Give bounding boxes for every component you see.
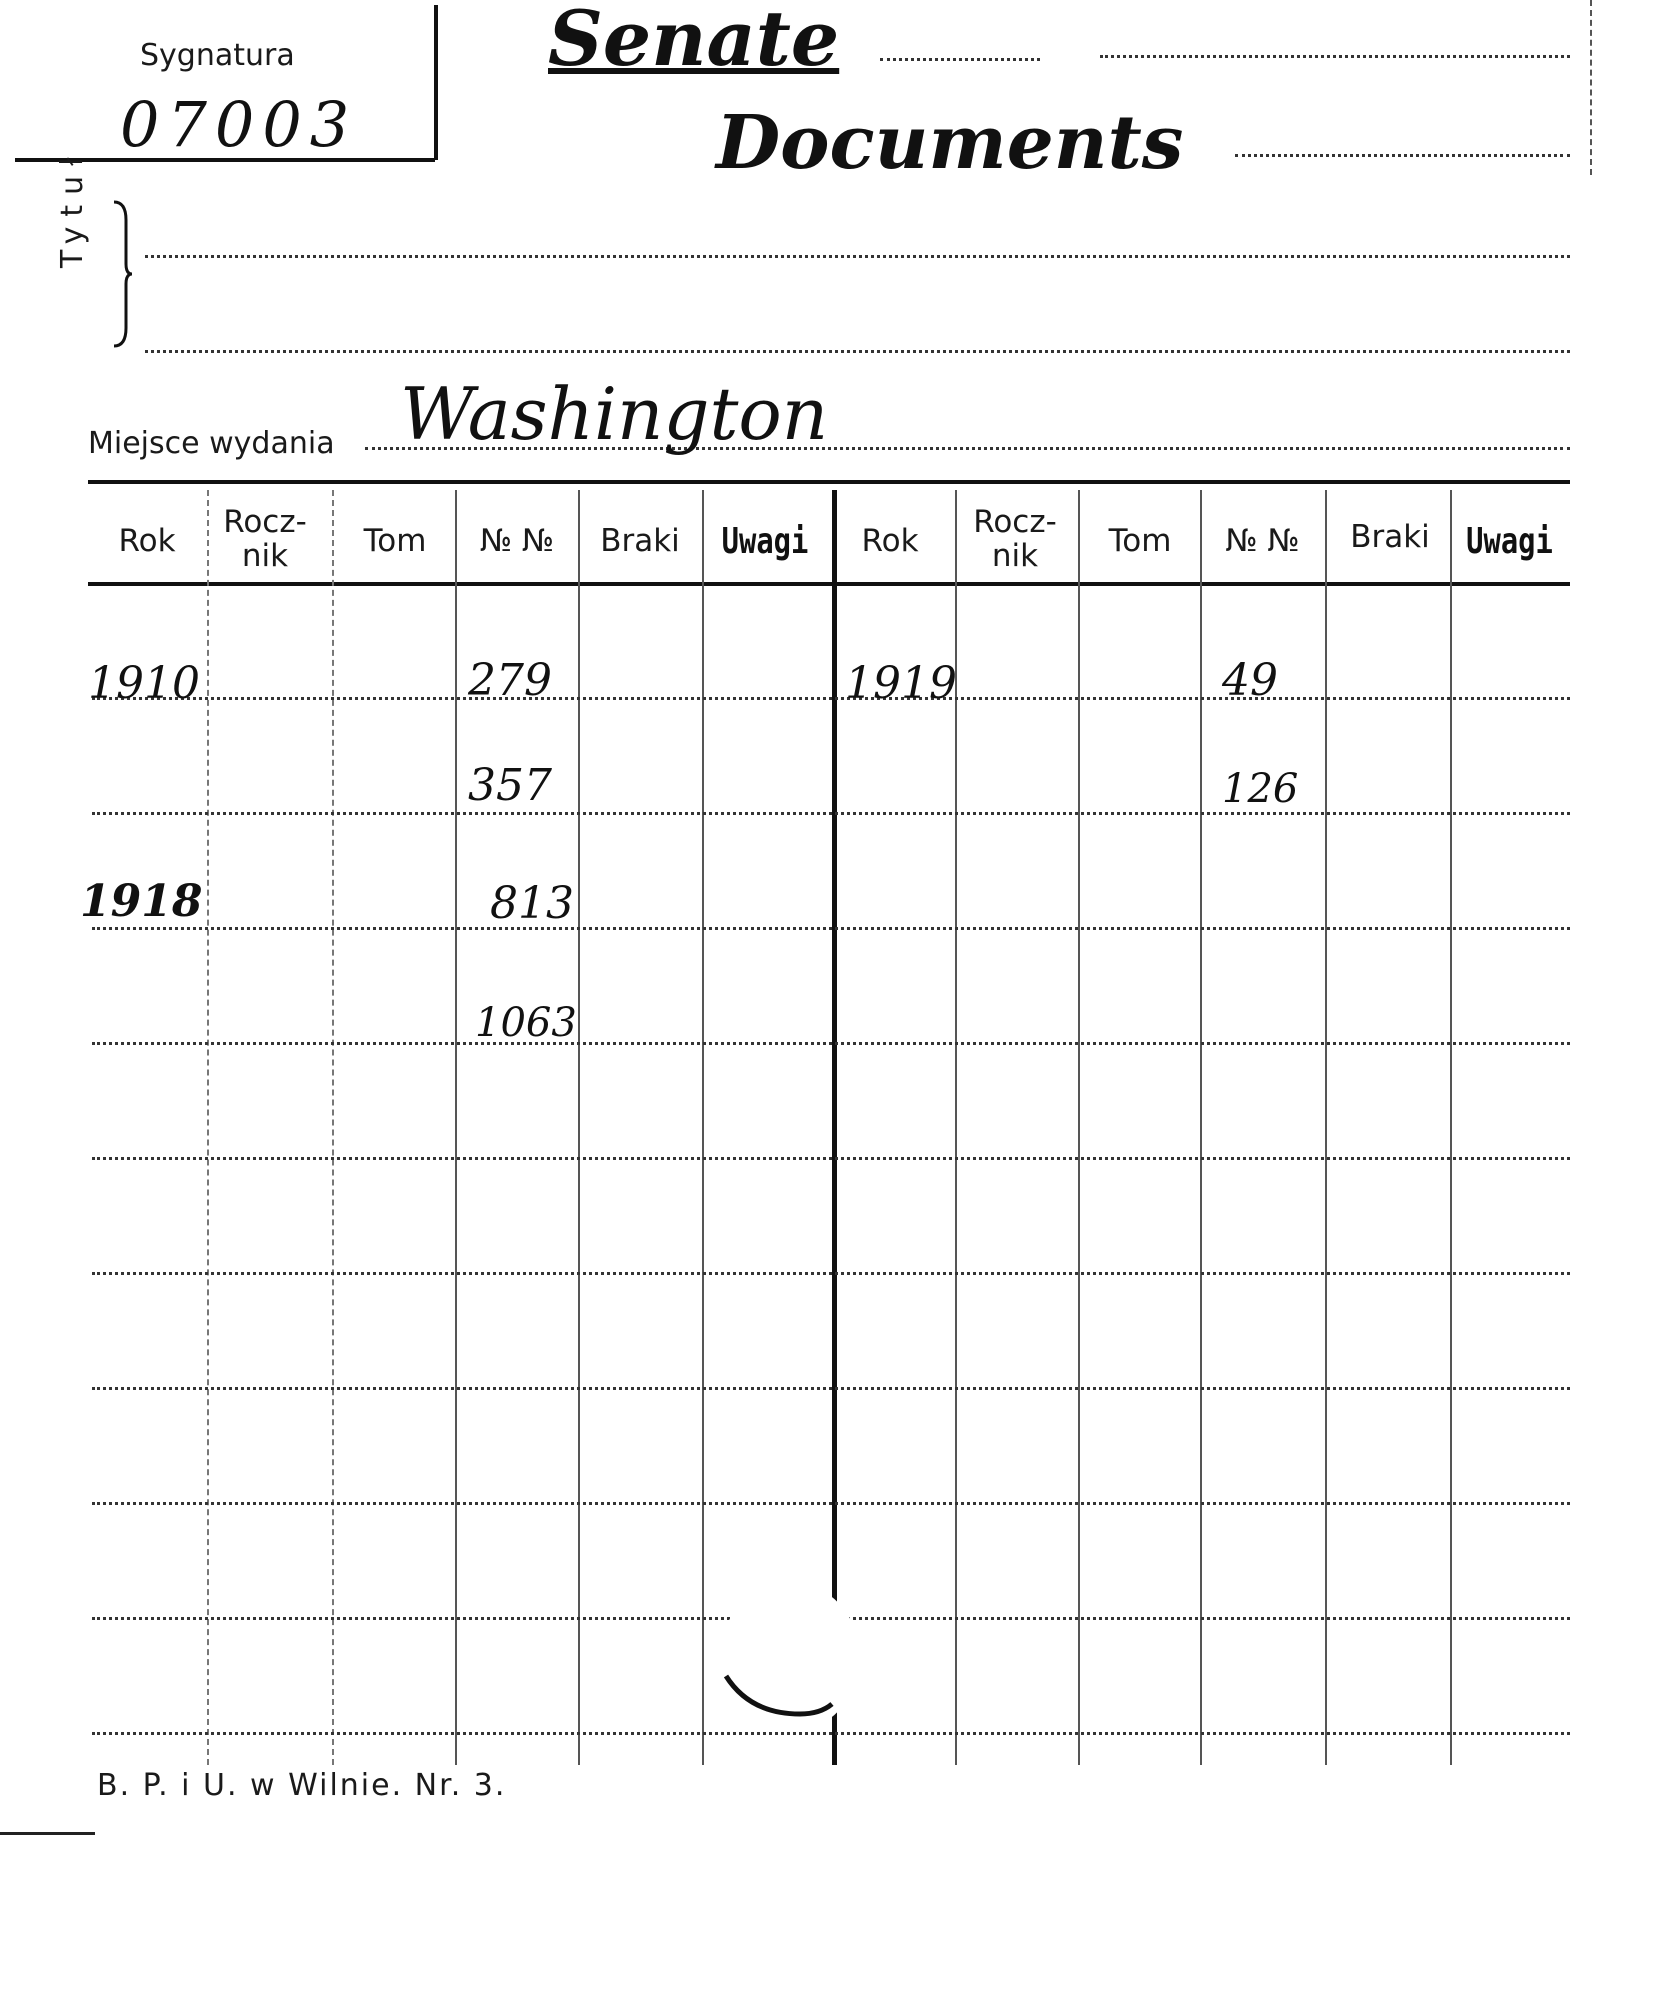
entry-numbers-right: 126 [1222,766,1299,812]
entry-numbers-left: 1063 [475,1000,577,1046]
place-label: Miejsce wydania [88,426,335,461]
grid-row-line [92,697,1570,700]
header-rok-left: Rok [118,523,176,559]
title-dotted-line-4 [145,350,1570,353]
footer-imprint: B. P. i U. w Wilnie. Nr. 3. [97,1768,507,1803]
title-dotted-line-2 [1235,154,1570,157]
grid-col-line [1200,490,1202,1765]
grid-col-line [578,490,580,1765]
header-rocznik-left: Rocz- nik [223,504,307,574]
grid-col-line [332,490,334,1765]
header-rok-right: Rok [861,523,919,559]
signature-value: 07003 [120,88,358,161]
signature-box-right-border [434,5,438,160]
card-right-edge [1590,0,1592,175]
header-braki-right: Braki [1350,519,1430,555]
entry-numbers-right: 49 [1222,655,1278,706]
title-line-1: Senate [548,0,840,83]
grid-row-line [92,1042,1570,1045]
title-label: Tytuł [55,147,90,268]
table-header-bottom-border [88,582,1570,586]
header-rocznik-right: Rocz- nik [973,504,1057,574]
title-dotted-line-1b [1100,55,1570,58]
entry-rok-right: 1919 [845,658,957,709]
place-value: Washington [400,372,829,456]
grid-col-line [1450,490,1452,1765]
header-uwagi-right: Uwagi [1466,521,1553,562]
grid-col-line [1325,490,1327,1765]
title-bracket-icon [112,200,132,348]
grid-col-line [207,490,209,1765]
punch-hole-edge-icon [720,1660,860,1740]
grid-row-line [92,1502,1570,1505]
header-tom-right: Tom [1108,523,1172,559]
grid-row-line [92,812,1570,815]
entry-numbers-left: 357 [468,760,552,811]
entry-numbers-left: 813 [490,878,574,929]
title-dotted-line-1a [880,58,1040,61]
title-dotted-line-3 [145,255,1570,258]
grid-col-line [455,490,457,1765]
signature-label: Sygnatura [140,38,295,73]
grid-row-line [92,1272,1570,1275]
table-center-divider [832,490,837,1765]
grid-row-line [92,1157,1570,1160]
entry-numbers-left: 279 [468,655,552,706]
grid-row-line [92,1387,1570,1390]
grid-row-line [92,927,1570,930]
title-line-2: Documents [716,100,1184,186]
bottom-edge-mark [0,1832,95,1835]
header-numbers-left: № № [479,523,555,559]
header-uwagi-left: Uwagi [721,521,809,562]
entry-rok-left: 1918 [80,876,203,927]
header-numbers-right: № № [1225,523,1300,559]
entry-rok-left: 1910 [88,658,200,709]
table-top-border [88,480,1570,484]
header-tom-left: Tom [363,523,427,559]
grid-col-line [702,490,704,1765]
header-braki-left: Braki [600,523,680,559]
grid-col-line [1078,490,1080,1765]
